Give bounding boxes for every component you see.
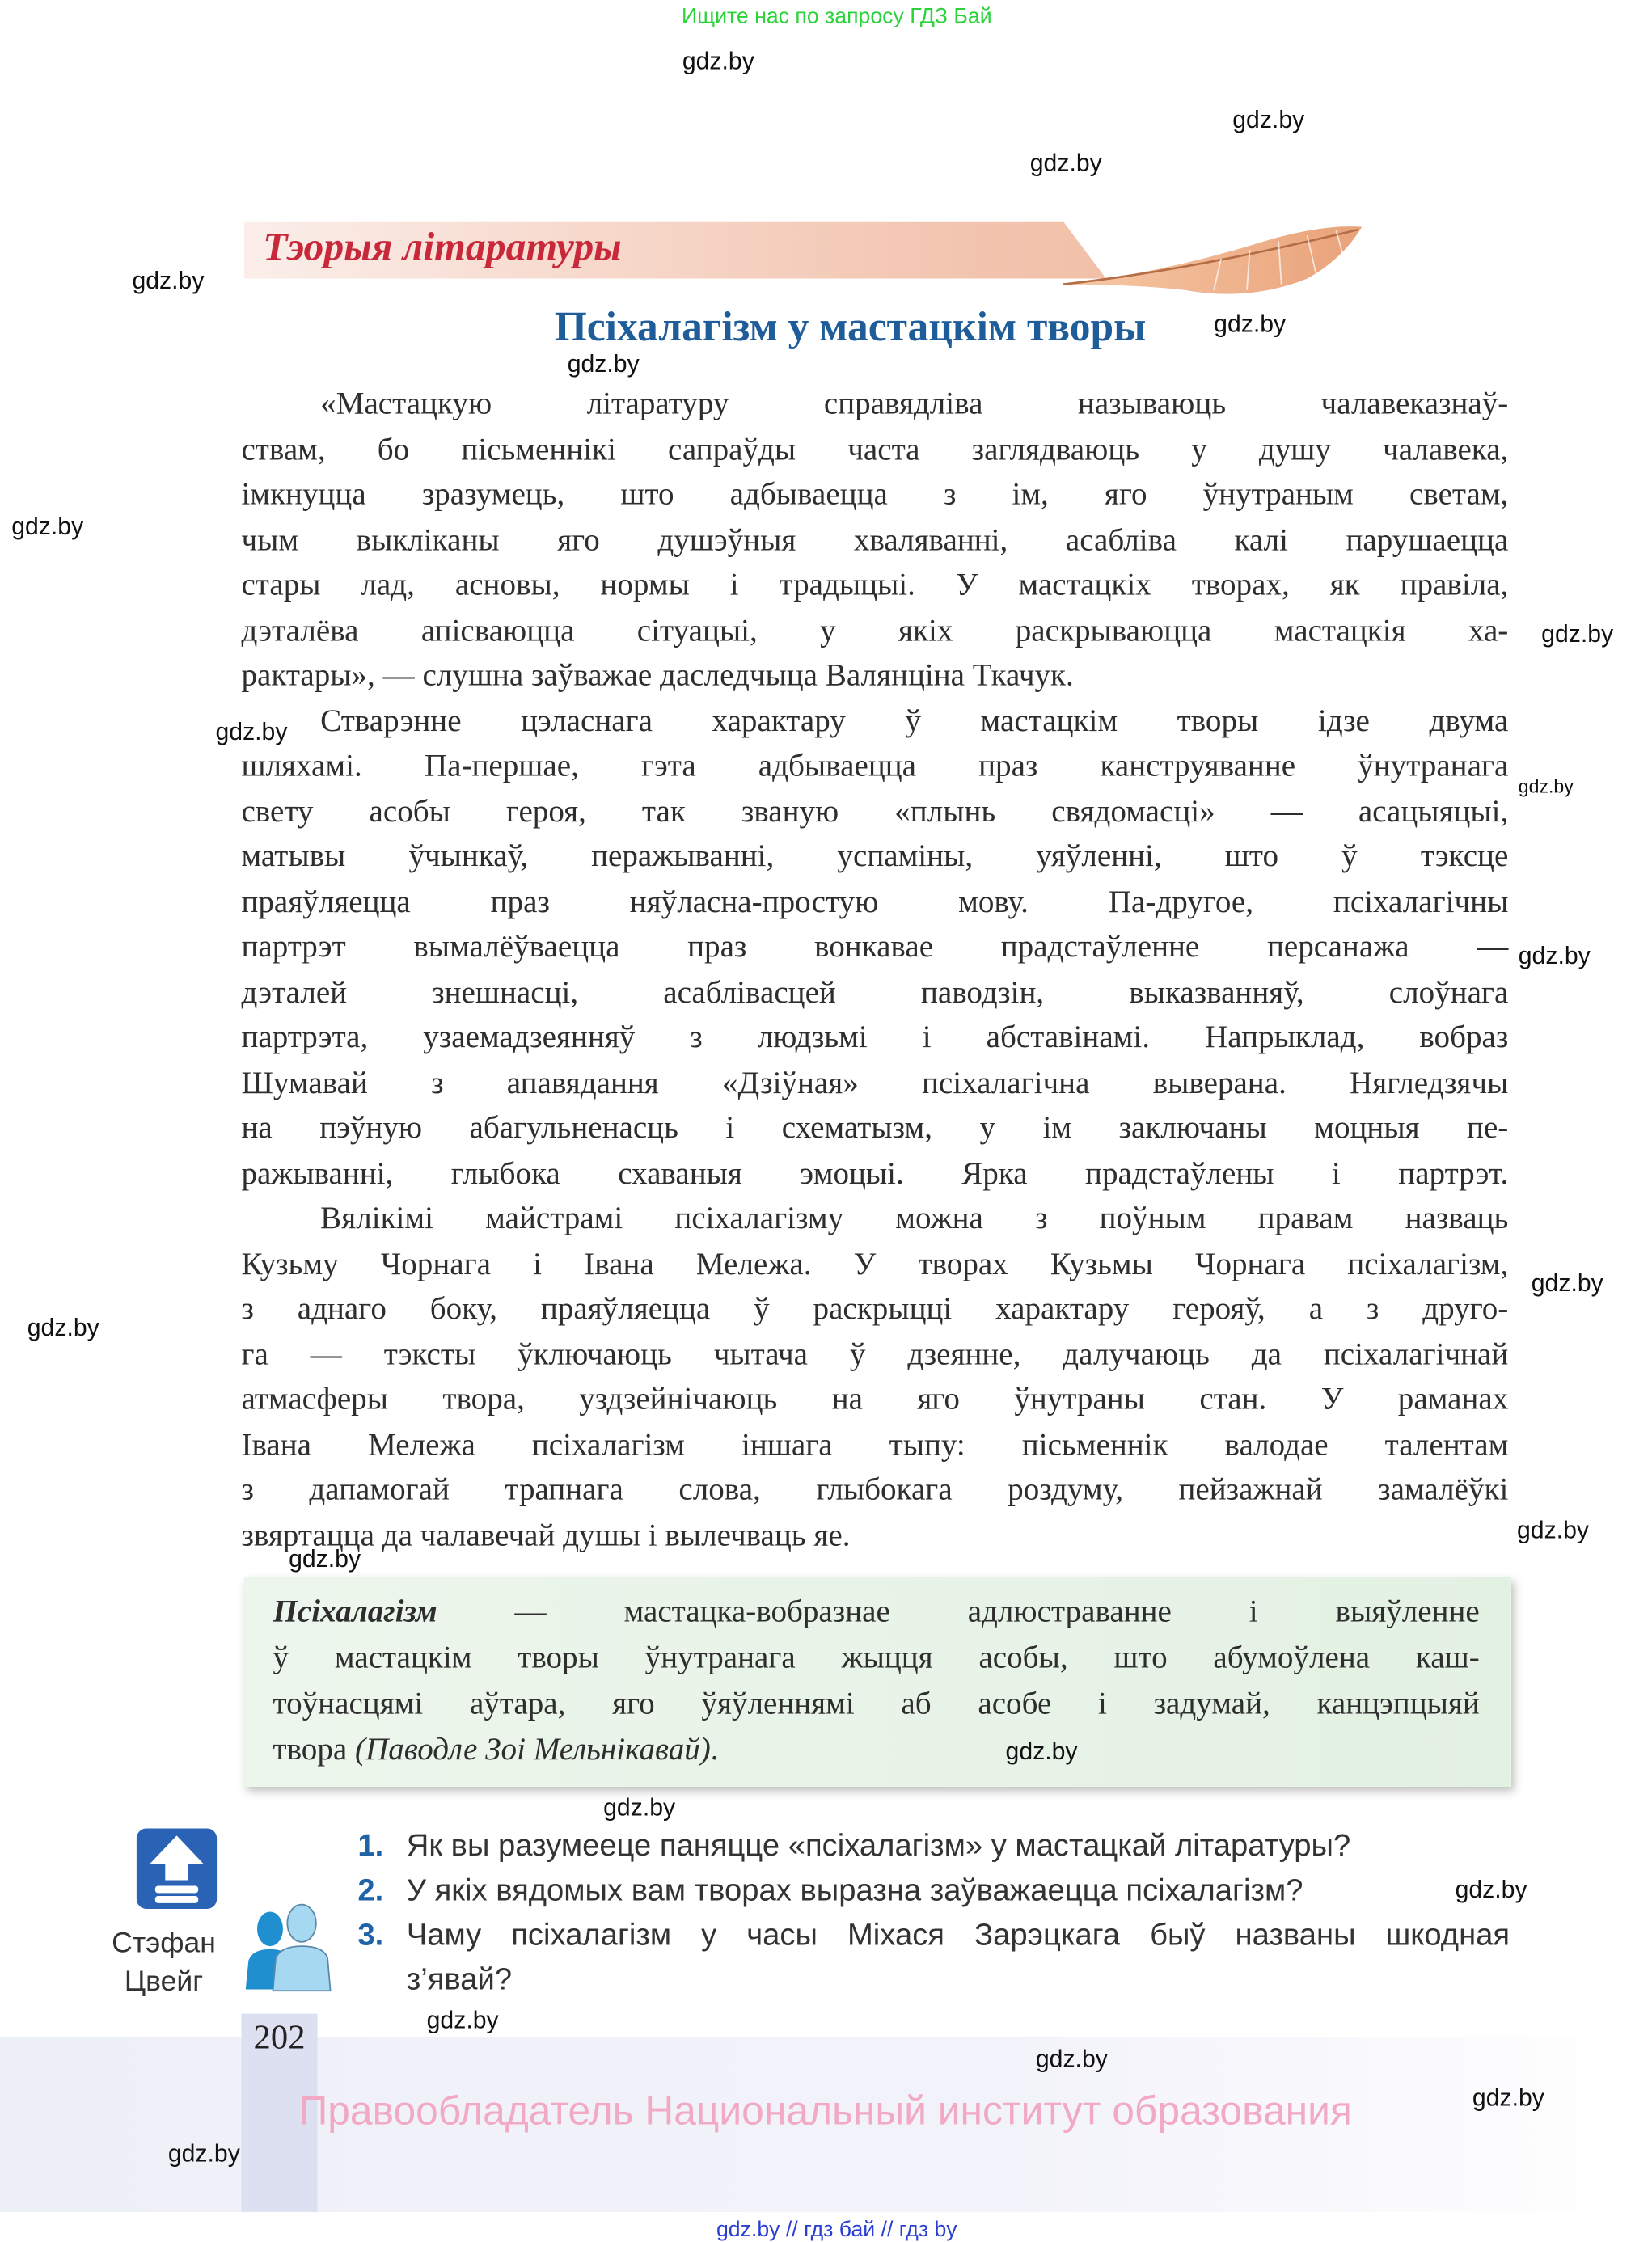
watermark: gdz.by (215, 718, 288, 746)
watermark: gdz.by (426, 2006, 499, 2034)
paragraph-line: свету асобы героя, так званую «плынь свядомасці» — асацыяцыі, (241, 792, 1509, 829)
paragraph-line: рактары», — слушна заўважае даследчыца Валянціна Ткачук. (241, 656, 1074, 693)
definition-line-text: — мастацка-вобразнае адлюстраванне і выяўленне (437, 1593, 1480, 1629)
question-item (357, 1868, 1421, 1913)
paragraph-line: з аднаго боку, праяўляецца ў раскрыцці характару герояў, а з друго- (241, 1290, 1509, 1326)
paragraph-line: чым выкліканы яго душэўныя хваляванні, асабліва калі парушаецца (241, 520, 1509, 557)
rights-holder-notice: Правообладатель Национальный институт образования (298, 2088, 1352, 2134)
watermark: gdz.by (1232, 106, 1305, 134)
watermark: gdz.by (1516, 1516, 1589, 1544)
paragraph-line: Івана Мележа псіхалагізм іншага тыпу: пісьменнік валодае талентам (241, 1425, 1509, 1462)
section-title: Тэорыя літаратуры (263, 225, 622, 270)
top-search-banner[interactable]: Ищите нас по запросу ГДЗ Бай (682, 4, 992, 29)
watermark: gdz.by (567, 350, 640, 378)
paragraph-line: дэталёва апісваюцца сітуацыі, у якіх раскрываюцца мастацкія ха- (241, 610, 1509, 648)
watermark: gdz.by (289, 1545, 361, 1573)
definition-line (273, 1589, 1480, 1635)
article-heading: Псіхалагізм у мастацкім творы (554, 304, 1147, 351)
definition-term: Псіхалагізм (273, 1593, 437, 1629)
question-text: Чаму псіхалагізм у часы Міхася Зарэцкага быў названы шкодная (406, 1917, 1510, 1953)
question-text-continuation: з’явай? (406, 1961, 513, 1997)
question-text: У якіх вядомых вам творах выразна заўважаецца псіхалагізм? (406, 1873, 1303, 1908)
definition-source: (Паводле Зоі Мельнікавай) (355, 1730, 711, 1767)
upload-arrow-icon[interactable] (137, 1828, 217, 1908)
question-number: 2. (357, 1873, 384, 1908)
watermark: gdz.by (167, 2139, 240, 2168)
definition-line-text: твора (273, 1730, 356, 1767)
watermark: gdz.by (1472, 2084, 1544, 2112)
article-body (241, 381, 1508, 1557)
watermark: gdz.by (1531, 1269, 1603, 1298)
definition-line: тоўнасцямі аўтара, яго ўяўленнямі аб асобе і задумай, канцэпцыяй (273, 1684, 1480, 1721)
paragraph-line: га — тэксты ўключаюць чытача ў дзеянне, далучаюць да псіхалагічнай (241, 1335, 1509, 1371)
watermark: gdz.by (1029, 149, 1102, 177)
paragraph-line: Кузьму Чорнага і Івана Мележа. У творах Кузьмы Чорнага псіхалагізм, (241, 1244, 1509, 1281)
question-number: 3. (357, 1917, 384, 1953)
definition-line-text: . (710, 1730, 719, 1767)
paragraph-line: Вялікімі майстрамі псіхалагізму можна з поўным правам назваць (320, 1199, 1509, 1235)
paragraph-line: партрэт вымалёўваецца праз вонкавае прадстаўленне персанажа — (241, 927, 1509, 965)
page-number: 202 (253, 2019, 306, 2057)
watermark: gdz.by (27, 1314, 99, 1342)
paragraph-line: на пэўную абагульненасць і схематызм, у ім заключаны моцныя пе- (241, 1108, 1509, 1145)
paragraph-line: «Мастацкую літаратуру справядліва называюць чалавеказнаў- (320, 385, 1509, 421)
paragraph-line: з дапамогай трапнага слова, глыбокага роздуму, пейзажнай замалёўкі (241, 1471, 1509, 1507)
paragraph-line: ражыванні, глыбока схаваныя эмоцыі. Ярка прадстаўлены і партрэт. (241, 1154, 1509, 1190)
question-item (357, 1824, 1510, 1868)
watermark: gdz.by (132, 267, 205, 295)
paragraph-line: імкнуцца зразумець, што адбываецца з ім, яго ўнутраным светам, (241, 475, 1509, 512)
people-discussion-icon (241, 1903, 347, 1992)
watermark: gdz.by (1005, 1737, 1078, 1766)
watermark: gdz.by (1518, 775, 1574, 797)
question-item (357, 1913, 1510, 1957)
paragraph-line: атмасферы твора, уздзейнічаюць на яго ўнутраны стан. У раманах (241, 1380, 1509, 1417)
paragraph-line: матывы ўчынкаў, перажыванні, успаміны, уяўленні, што ў тэксце (241, 837, 1509, 874)
definition-line: ў мастацкім творы ўнутранага жыцця асобы, што абумоўлена каш- (273, 1638, 1480, 1675)
paragraph-line: звяртацца да чалавечай душы і вылечваць яе. (241, 1516, 851, 1552)
question-number: 1. (357, 1828, 384, 1864)
watermark: gdz.by (1035, 2045, 1108, 2073)
paragraph-line: стары лад, асновы, нормы і традыцыі. У мастацкіх творах, як правіла, (241, 565, 1509, 602)
watermark: gdz.by (1455, 1876, 1527, 1903)
paragraph-line: ствам, бо пісьменнікі сапраўды часта заглядваюць у душу чалавека, (241, 430, 1509, 467)
watermark: gdz.by (603, 1793, 676, 1822)
questions-list (357, 1824, 1510, 2002)
paragraph-line: партрэта, узаемадзеянняў з людзьмі і абставінамі. Напрыклад, вобраз (241, 1018, 1509, 1054)
paragraph-line: шляхамі. Па-першае, гэта адбываецца праз канструяванне ўнутранага (241, 746, 1509, 783)
paragraph-line: Стварэнне цэласнага характару ў мастацкім творы ідзе двума (320, 701, 1509, 738)
feather-quill-icon (1049, 215, 1365, 302)
author-first-name: Стэфан (112, 1927, 216, 1960)
paragraph-line: праяўляецца праз няўласна-простую мову. Па-другое, псіхалагічны (241, 882, 1509, 919)
watermark: gdz.by (1541, 620, 1614, 648)
definition-text (273, 1589, 1480, 1772)
watermark: gdz.by (1518, 942, 1591, 970)
definition-line (273, 1726, 963, 1772)
watermark: gdz.by (11, 513, 84, 540)
question-text: Як вы разумееце паняцце «псіхалагізм» у мастацкай літаратуры? (406, 1828, 1351, 1864)
paragraph-line: Шумавай з апавядання «Дзіўная» псіхалагічна выверана. Нягледзячы (241, 1063, 1509, 1100)
bottom-site-links[interactable]: gdz.by // гдз бай // гдз by (716, 2217, 957, 2242)
watermark: gdz.by (1214, 310, 1287, 338)
author-last-name: Цвейг (124, 1966, 204, 1999)
watermark: gdz.by (682, 47, 754, 75)
author-label (100, 1925, 226, 2003)
paragraph-line: дэталей знешнасці, асаблівасцей паводзін, выказванняў, слоўнага (241, 973, 1509, 1009)
